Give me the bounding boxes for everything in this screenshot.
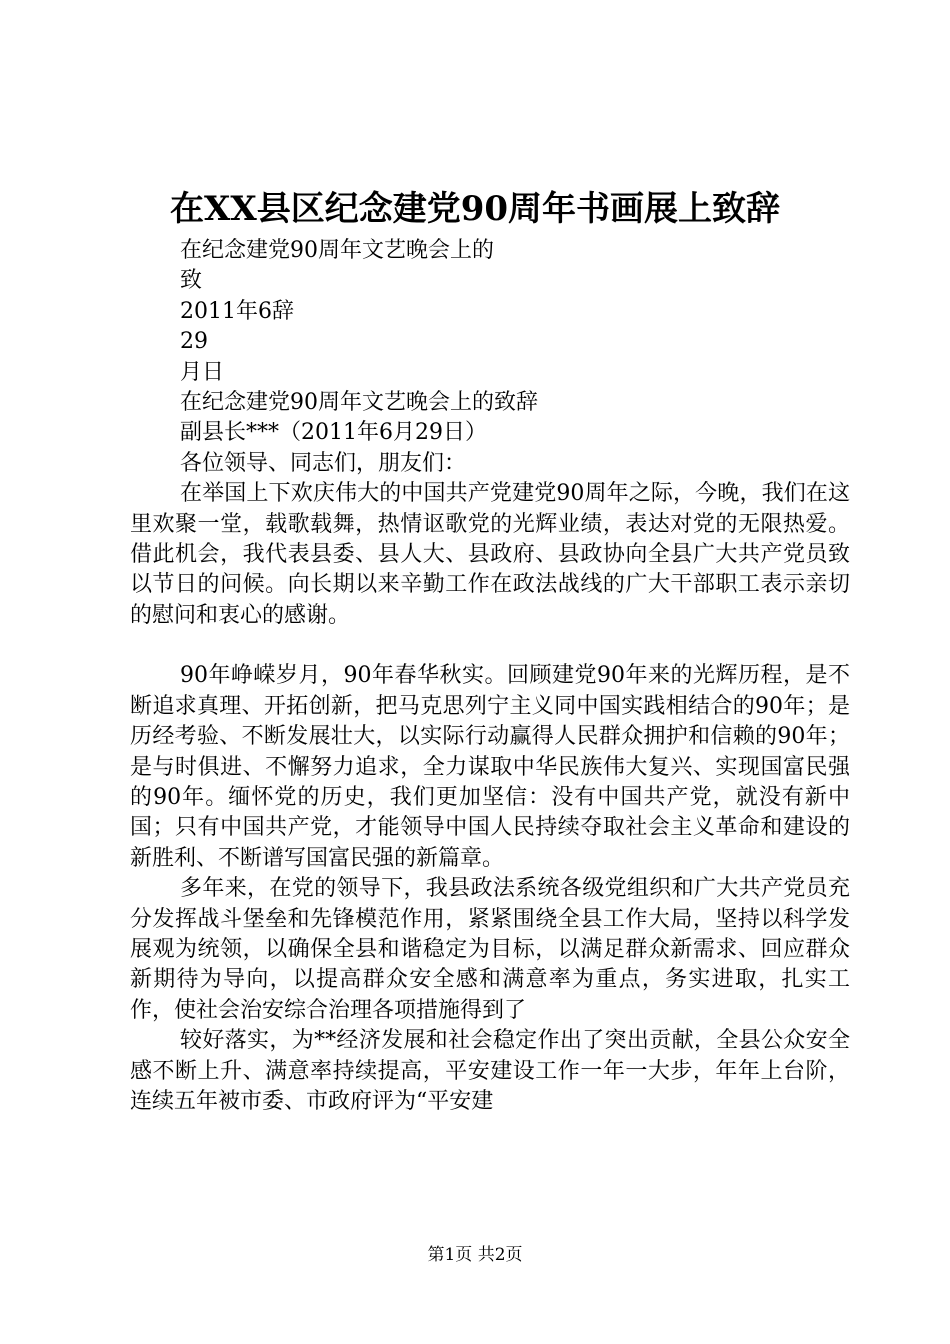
paragraph: 在举国上下欢庆伟大的中国共产党建党90周年之际，今晚，我们在这里欢聚一堂，载歌载舞，热情讴歌党的光辉业绩，表达对党的无限热爱。借此机会，我代表县委、县人大、县政府、县政协向全县广大共产党员致以节日的问候。向长期以来辛勤工作在政法战线的广大干部职工表示亲切的慰问和衷心的感谢。 bbox=[130, 481, 850, 628]
speech-title-line: 在纪念建党90周年文艺晚会上的致辞 bbox=[180, 390, 538, 416]
header-line: 在纪念建党90周年文艺晚会上的 bbox=[180, 238, 494, 263]
paragraph-gap bbox=[130, 631, 850, 661]
speaker-line: 副县长***（2011年6月29日） bbox=[180, 420, 487, 446]
document-body bbox=[130, 236, 850, 1117]
page-indicator: 第1页 共2页 bbox=[427, 1245, 523, 1265]
document-title: 在XX县区纪念建党90周年书画展上致辞 bbox=[169, 189, 781, 229]
paragraph: 90年峥嵘岁月，90年春华秋实。回顾建党90年来的光辉历程，是不断追求真理、开拓创新，把马克思列宁主义同中国实践相结合的90年；是历经考验、不断发展壮大，以实际行动赢得人民群众拥护和信赖的90年；是与时俱进、不懈努力追求，全力谋取中华民族伟大复兴、实现国富民强的90年。缅怀党的历史，我们更加坚信：没有中国共产党，就没有新中国；只有中国共产党，才能领导中国人民持续夺取社会主义革命和建设的新胜利、不断谱写国富民强的新篇章。 bbox=[130, 663, 850, 871]
header-line: 月日 bbox=[180, 359, 225, 385]
paragraph: 多年来，在党的领导下，我县政法系统各级党组织和广大共产党员充分发挥战斗堡垒和先锋模范作用，紧紧围绕全县工作大局，坚持以科学发展观为统领，以确保全县和谐稳定为目标，以满足群众新需求、回应群众新期待为导向，以提高群众安全感和满意率为重点，务实进取，扎实工作，使社会治安综合治理各项措施得到了 bbox=[130, 876, 850, 1023]
paragraph: 较好落实，为**经济发展和社会稳定作出了突出贡献，全县公众安全感不断上升、满意率持续提高，平安建设工作一年一大步，年年上台阶，连续五年被市委、市政府评为“平安建 bbox=[130, 1028, 850, 1114]
header-line: 致 bbox=[180, 268, 203, 294]
header-line: 29 bbox=[180, 329, 208, 355]
salutation-line: 各位领导、同志们，朋友们： bbox=[180, 450, 467, 476]
header-line: 2011年6辞 bbox=[180, 298, 294, 324]
